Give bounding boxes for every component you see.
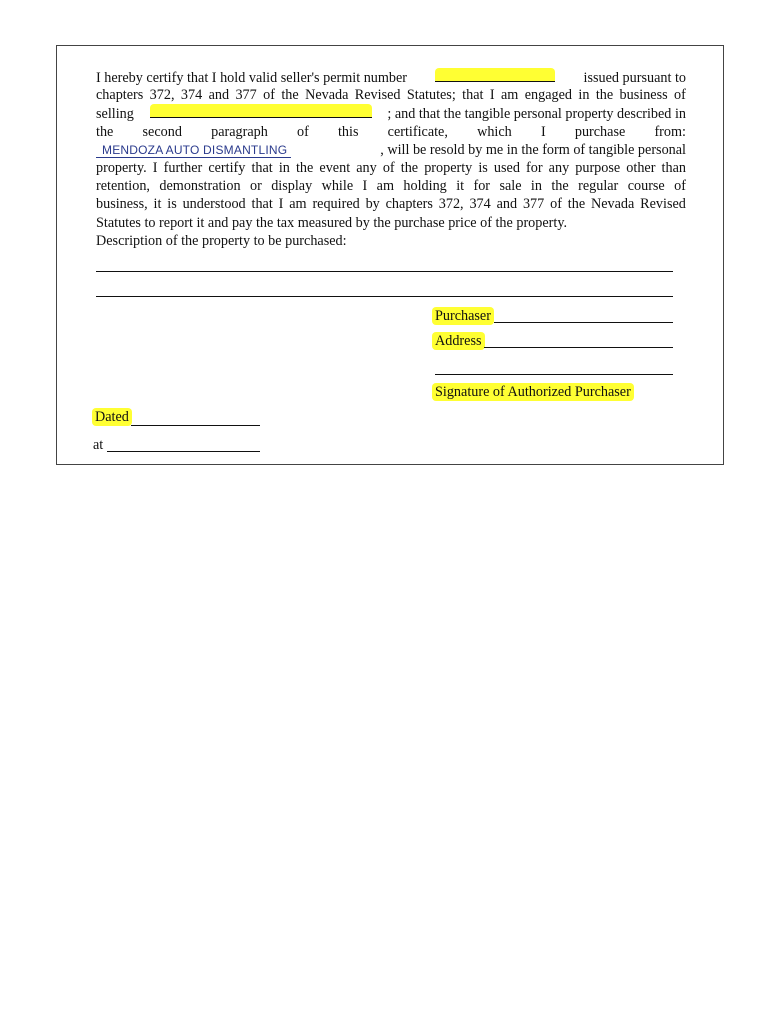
line-6-text-word: I — [152, 159, 158, 176]
line-7-text-word: it — [456, 178, 465, 195]
line-2-text-word: Revised — [354, 87, 401, 104]
line-2-text-word: the — [595, 87, 614, 104]
line-8-text-word: it — [153, 196, 162, 213]
line-8-text-word: understood — [182, 196, 246, 213]
line-8-text-word: am — [289, 196, 307, 213]
line-7-text-word: while — [321, 178, 354, 195]
dated-field[interactable] — [131, 425, 260, 426]
at-location-field[interactable] — [107, 451, 260, 452]
line-6-text-word: event — [319, 159, 351, 176]
line-8 — [96, 195, 686, 213]
line-8-text-word: business, — [96, 196, 148, 213]
certificate-body — [96, 68, 686, 250]
business-selling-field[interactable] — [150, 104, 372, 118]
line-8-text-word: of — [550, 196, 562, 213]
purchaser-field[interactable] — [494, 322, 673, 323]
line-8-text-word: 377 — [522, 196, 545, 213]
line-4-word: purchase — [574, 123, 626, 140]
address-label: Address — [432, 332, 485, 350]
line-6-text-word: purpose — [575, 159, 621, 176]
dated-label: Dated — [92, 408, 132, 426]
line-4 — [96, 123, 686, 141]
line-8-text-word: the — [567, 196, 586, 213]
line-6-text-word: other — [626, 159, 656, 176]
line-2-text-word: 377 — [235, 87, 257, 104]
line-6-text-word: further — [163, 159, 203, 176]
line-2-text-word: engaged — [524, 87, 572, 104]
line-6-text-word: in — [278, 159, 290, 176]
line-2-text-word: 372, — [149, 87, 175, 104]
line-6-text-word: any — [356, 159, 377, 176]
line-7-text-word: in — [530, 178, 542, 195]
line-1-text-before: I hereby certify that I hold valid seller's permit number — [96, 70, 408, 86]
line-8-text-word: 374 — [469, 196, 491, 213]
line-6-text-word: that — [251, 159, 273, 176]
line-2-text-word: am — [500, 87, 519, 104]
line-6-text-word: the — [400, 159, 419, 176]
line-2-text-word: the — [281, 87, 299, 104]
at-label: at — [93, 437, 104, 453]
line-7-text-word: I — [362, 178, 368, 195]
line-7-text-word: sale — [499, 178, 522, 195]
line-2-text-word: of — [263, 87, 275, 104]
description-label: Description of the property to be purchased: — [96, 232, 347, 249]
line-2-text-word: business — [619, 87, 668, 104]
line-2-text-word: of — [674, 87, 686, 104]
line-7-text-word: retention, — [96, 178, 150, 195]
line-6-text-word: used — [493, 159, 520, 176]
line-4-word: the — [96, 123, 114, 140]
line-6-text-word: certify — [208, 159, 246, 176]
line-6-text-word: the — [295, 159, 314, 176]
line-3-text-after: ; and that the tangible personal property described in — [387, 106, 686, 123]
line-4-word: paragraph — [211, 123, 268, 140]
line-7-text-word: regular — [578, 178, 619, 195]
line-4-word: certificate, — [387, 123, 448, 140]
line-2-text-word: I — [489, 87, 495, 104]
line-3 — [96, 104, 686, 122]
line-9 — [96, 214, 686, 232]
line-3-text-before: selling — [96, 106, 134, 123]
line-7-text-word: display — [271, 178, 313, 195]
line-6-text-word: than — [661, 159, 686, 176]
line-2-text-word: Statutes; — [406, 87, 456, 104]
line-7 — [96, 177, 686, 195]
line-2-text-word: 374 — [180, 87, 203, 104]
line-8-text-word: by — [365, 196, 380, 213]
line-4-word: which — [477, 123, 512, 140]
line-7-text-word: am — [376, 178, 395, 195]
line-6-text-word: of — [382, 159, 395, 176]
line-2-text-word: Nevada — [305, 87, 349, 104]
purchaser-label: Purchaser — [432, 307, 494, 325]
line-10 — [96, 232, 686, 250]
line-2-text-word: chapters — [96, 87, 144, 104]
line-8-text-word: that — [251, 196, 273, 213]
line-5 — [96, 141, 686, 159]
line-8-text-word: and — [496, 196, 518, 213]
line-6-text-word: is — [478, 159, 488, 176]
line-2-text-word: in — [578, 87, 590, 104]
line-4-word: this — [337, 123, 359, 140]
vendor-name-field[interactable]: MENDOZA AUTO DISMANTLING — [96, 143, 291, 158]
line-6-text-word: for — [526, 159, 543, 176]
line-8-text-word: Revised — [640, 196, 686, 213]
line-7-text-word: course — [627, 178, 665, 195]
line-1 — [96, 68, 686, 86]
address-field[interactable] — [484, 347, 673, 348]
line-4-word: I — [540, 123, 546, 140]
line-8-text-word: Nevada — [590, 196, 635, 213]
description-line-1[interactable] — [96, 271, 673, 272]
line-8-text-word: 372, — [438, 196, 464, 213]
line-4-word: of — [296, 123, 309, 140]
authorized-signature-field[interactable] — [435, 374, 673, 375]
description-line-2[interactable] — [96, 296, 673, 297]
line-8-text-word: is — [167, 196, 177, 213]
line-7-text-word: or — [249, 178, 262, 195]
line-7-text-word: for — [473, 178, 491, 195]
line-7-text-word: demonstration — [159, 178, 241, 195]
line-6-text-word: property — [424, 159, 473, 176]
line-4-word: from: — [654, 123, 686, 140]
line-7-text-word: of — [674, 178, 686, 195]
line-9-text: Statutes to report it and pay the tax measured by the purchase price of the property. — [96, 214, 568, 231]
line-1-text-after: issued pursuant to — [583, 70, 686, 86]
line-2-text-word: and — [208, 87, 230, 104]
line-2 — [96, 86, 686, 104]
line-7-text-word: the — [551, 178, 569, 195]
sellers-permit-number-field[interactable] — [435, 68, 555, 82]
line-8-text-word: required — [312, 196, 360, 213]
line-8-text-word: chapters — [385, 196, 433, 213]
line-6-text-word: any — [548, 159, 570, 176]
line-6-text-word: property. — [96, 159, 147, 176]
line-2-text-word: that — [462, 87, 484, 104]
line-4-word: second — [142, 123, 182, 140]
line-7-text-word: holding — [403, 178, 447, 195]
line-8-text-word: I — [278, 196, 284, 213]
line-6 — [96, 159, 686, 177]
line-5-text: , will be resold by me in the form of tangible personal — [380, 141, 686, 158]
authorized-signature-label: Signature of Authorized Purchaser — [432, 383, 634, 401]
